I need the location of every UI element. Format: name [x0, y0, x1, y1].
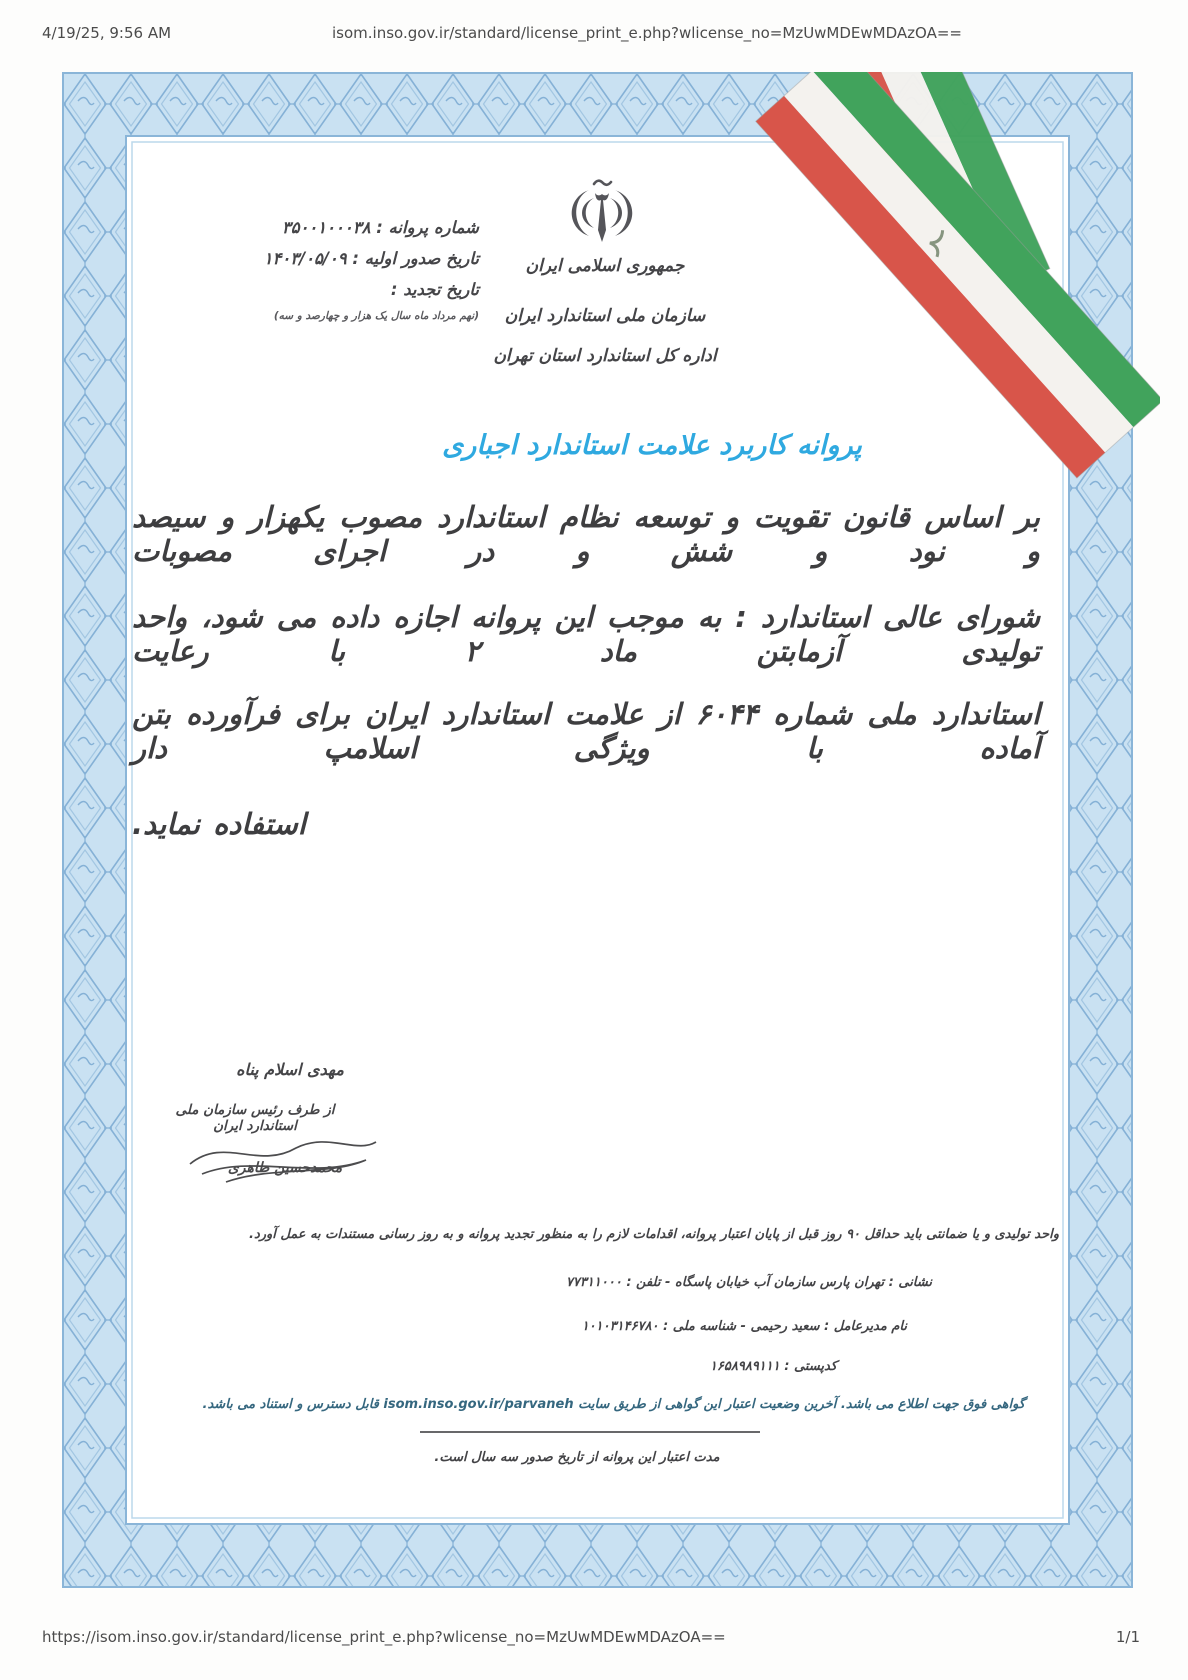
- address-line: نشانی : تهران پارس سازمان آب خیابان پاسگاه - تلفن : ۷۷۳۱۱۰۰۰: [565, 1275, 932, 1290]
- validity-note-line: گواهی فوق جهت اطلاع می باشد. آخرین وضعیت اعتبار این گواهی از طریق سایت isom.inso.gov.ir/parvaneh قابل دسترس و استناد می باشد.: [202, 1397, 1025, 1412]
- renewal-notice-line: واحد تولیدی و یا ضمانتی باید حداقل ۹۰ روز قبل از پایان اعتبار پروانه، اقدامات لازم را به منظور تجدید پروانه و به روز رسانی مستندات به عمل آورد.: [249, 1227, 1059, 1242]
- body-line-2: شورای عالی استاندارد : به موجب این پروانه اجازه داده می شود، واحد تولیدی آزمابتن ماد ۲ با رعایت: [132, 600, 1040, 668]
- print-header-datetime: 4/19/25, 9:56 AM: [42, 24, 172, 42]
- postal-code-line: کدپستی : ۱۶۵۸۹۸۹۱۱۱: [709, 1359, 837, 1374]
- signatory-name: مهدی اسلام پناه: [236, 1060, 344, 1079]
- print-header-url: isom.inso.gov.ir/standard/license_print_e.php?wlicense_no=MzUwMDEwMDAzOA==: [332, 24, 962, 42]
- print-footer-url: https://isom.inso.gov.ir/standard/license_print_e.php?wlicense_no=MzUwMDEwMDAzOA==: [42, 1628, 726, 1646]
- certificate-title: پروانه کاربرد علامت استاندارد اجباری: [442, 430, 862, 461]
- first-issue-date-line: تاریخ صدور اولیه : ۱۴۰۳/۰۵/۰۹: [263, 249, 479, 268]
- org-office: اداره کل استاندارد استان تهران: [493, 346, 717, 366]
- org-name: سازمان ملی استاندارد ایران: [504, 306, 706, 326]
- signer-handwritten-name: محمدحسین طاهری: [227, 1160, 343, 1176]
- print-footer-page-indicator: 1/1: [1115, 1628, 1140, 1646]
- issue-date-in-words: (نهم مرداد ماه سال یک هزار و چهارصد و سه): [273, 310, 479, 322]
- signature-flourish: [180, 1120, 390, 1200]
- handwritten-underline: [420, 1431, 760, 1433]
- signatory-on-behalf: از طرف رئیس سازمان ملی استاندارد ایران: [175, 1102, 335, 1134]
- certificate-sheet: [62, 72, 1133, 1588]
- renewal-date-line: تاریخ تجدید :: [390, 280, 479, 299]
- iran-emblem-icon: [558, 176, 646, 252]
- body-line-1: بر اساس قانون تقویت و توسعه نظام استاندارد مصوب یکهزار و سیصد و نود و شش و در اجرای مصوبات: [132, 500, 1040, 568]
- body-line-4: استفاده نماید.: [132, 807, 306, 841]
- license-number-line: شماره پروانه : ۳۵۰۰۱۰۰۰۳۸: [281, 218, 479, 237]
- org-country: جمهوری اسلامی ایران: [525, 256, 685, 276]
- ceo-line: نام مدیرعامل : سعید رحیمی - شناسه ملی : ۱۰۱۰۳۱۴۶۷۸۰: [581, 1319, 907, 1334]
- body-line-3: استاندارد ملی شماره ۶۰۴۴ از علامت استاندارد ایران برای فرآورده بتن آماده با ویژگی اسلامپ دار: [132, 697, 1041, 765]
- duration-note-line: مدت اعتبار این پروانه از تاریخ صدور سه سال است.: [434, 1450, 720, 1465]
- license-meta-block: [264, 212, 479, 324]
